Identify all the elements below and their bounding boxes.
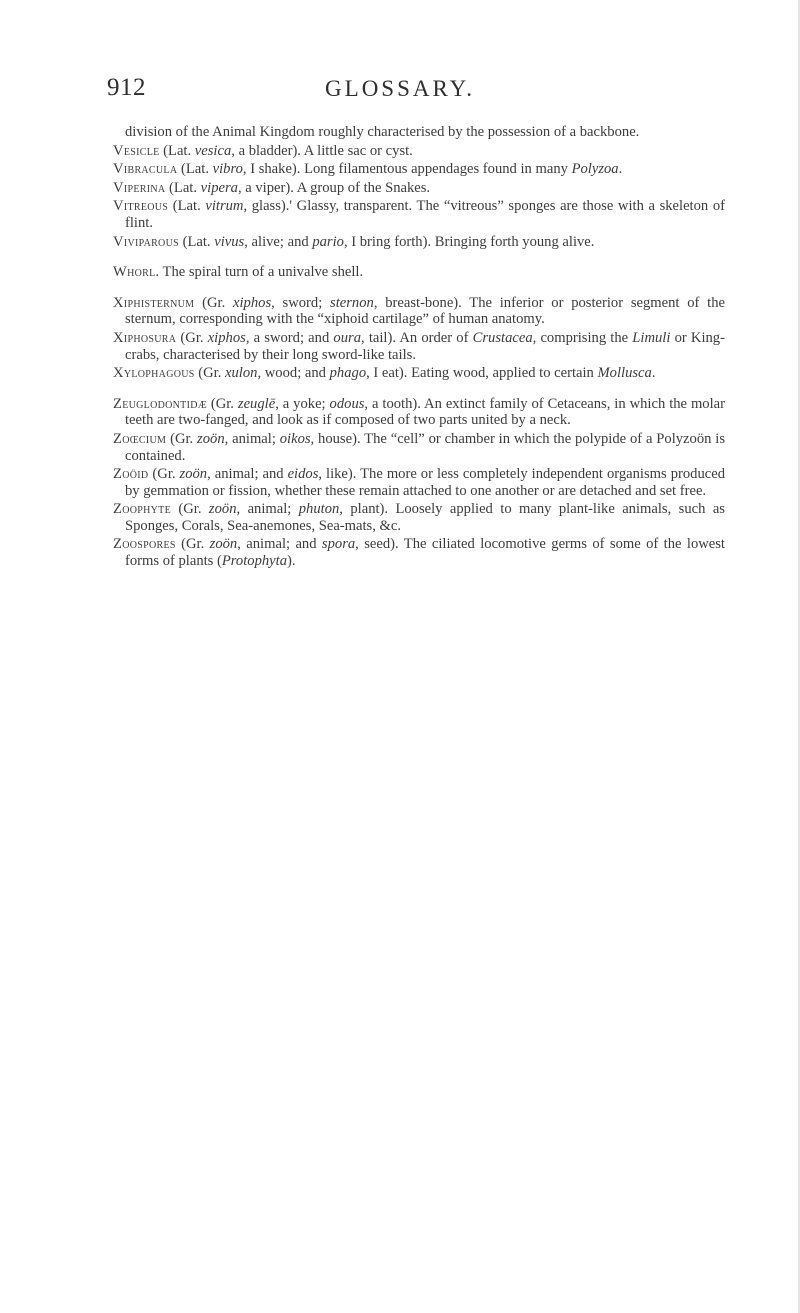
entry-group: [113, 396, 725, 570]
entry-text: , a viper). A group of the Snakes.: [237, 179, 431, 196]
entry-text: (Lat.: [177, 161, 213, 178]
entry-headword: Xiphisternum: [113, 294, 195, 311]
entry-text: division of the Animal Kingdom roughly characterised by the possession of a backbone.: [125, 124, 640, 140]
entry-text: (Lat.: [178, 233, 215, 250]
etymology-word: phago: [329, 365, 367, 382]
etymology-word: odous: [329, 395, 365, 412]
glossary-entry: [113, 198, 725, 231]
entry-continuation: [113, 124, 725, 141]
glossary-entry: [113, 365, 725, 382]
entry-text: , breast-bone). The inferior or posterior segment of the sternum, corresponding with the “xiphoid cartilage” of human anatomy.: [125, 294, 725, 328]
etymology-word: vesica: [194, 142, 232, 159]
etymology-word: Crustacea: [472, 329, 533, 346]
entry-text: (Gr.: [194, 294, 234, 311]
entry-headword: Zoœcium: [113, 430, 167, 447]
glossary-body: [113, 124, 725, 572]
entry-headword: Zoöid: [113, 466, 149, 483]
etymology-word: vibro: [212, 161, 243, 178]
etymology-word: vipera: [200, 179, 238, 196]
entry-text: (Gr.: [206, 395, 238, 412]
entry-headword: Viperina: [113, 179, 166, 196]
entry-text: , a bladder). A little sac or cyst.: [231, 142, 413, 159]
entry-text: , wood; and: [257, 365, 330, 382]
entry-text: , comprising the: [532, 329, 633, 346]
entry-headword: Zoophyte: [113, 501, 171, 518]
entry-text: (Lat.: [168, 198, 206, 215]
entry-text: or King-crabs, characterised by their long sword-like tails.: [125, 329, 725, 363]
glossary-entry: [113, 234, 725, 251]
etymology-word: xulon: [225, 365, 258, 382]
etymology-word: sternon: [330, 294, 374, 311]
etymology-word: pario: [312, 233, 344, 250]
entry-headword: Xiphosura: [113, 329, 177, 346]
entry-text: ).: [287, 553, 296, 570]
etymology-word: vitrum: [205, 198, 244, 215]
entry-text: , a sword; and: [245, 329, 334, 346]
entry-text: , house). The “cell” or chamber in which the polypide of a Polyzoön is contained.: [125, 430, 725, 464]
entry-text: , alive; and: [244, 233, 313, 250]
etymology-word: Limuli: [632, 329, 671, 346]
entry-group: [113, 124, 725, 250]
glossary-entry: [113, 396, 725, 429]
entry-text: , I shake). Long filamentous appendages found in many: [242, 161, 572, 178]
entry-headword: Vibracula: [113, 161, 178, 178]
entry-group: [113, 295, 725, 382]
etymology-word: Mollusca: [597, 365, 652, 382]
entry-text: , a tooth). An extinct family of Cetaceans, in which the molar teeth are two-fanged, and look as if composed of two parts united by a neck.: [125, 395, 725, 429]
entry-text: , I bring forth). Bringing forth young alive.: [343, 233, 595, 250]
entry-text: , animal;: [236, 501, 299, 518]
etymology-word: Protophyta: [221, 553, 287, 570]
entry-text: , animal; and: [237, 536, 322, 553]
etymology-word: eidos: [287, 466, 319, 483]
entry-text: , seed). The ciliated locomotive germs of some of the lowest forms of plants (: [125, 536, 725, 570]
glossary-entry: [113, 264, 725, 281]
entry-text: , animal;: [224, 430, 280, 447]
etymology-word: Polyzoa: [571, 161, 619, 178]
running-head: GLOSSARY.: [325, 76, 475, 101]
entry-text: (Gr.: [176, 329, 208, 346]
glossary-entry: [113, 330, 725, 363]
entry-headword: Vitreous: [113, 198, 169, 215]
etymology-word: zoön: [208, 501, 237, 518]
glossary-entry: [113, 431, 725, 464]
glossary-entry: [113, 161, 725, 178]
entry-headword: Vesicle: [113, 142, 160, 159]
entry-text: (Lat.: [159, 142, 195, 159]
glossary-entry: [113, 295, 725, 328]
entry-text: (Gr.: [148, 466, 180, 483]
etymology-word: zoön: [197, 430, 225, 447]
etymology-word: zeuglē: [237, 395, 276, 412]
entry-text: , tail). An order of: [361, 329, 473, 346]
entry-text: , a yoke;: [275, 395, 330, 412]
entry-text: , like). The more or less completely independent organisms produced by gemmation or fission, whether these remain attached to one another or are detached and set free.: [125, 466, 725, 499]
entry-headword: Whorl: [113, 264, 156, 281]
etymology-word: vivus: [214, 233, 245, 250]
entry-text: , glass).' Glassy, transparent. The “vitreous” sponges are those with a skeleton of flint.: [125, 198, 725, 231]
glossary-entry: [113, 143, 725, 160]
etymology-word: phuton: [298, 501, 340, 518]
entry-group: [113, 264, 725, 281]
entry-text: , sword;: [271, 294, 331, 311]
entry-text: (Gr.: [194, 365, 226, 382]
entry-text: (Lat.: [165, 179, 201, 196]
entry-headword: Zeuglodontidæ: [113, 395, 207, 412]
etymology-word: xiphos: [233, 294, 272, 311]
entry-headword: Viviparous: [113, 233, 179, 250]
entry-headword: Xylophagous: [113, 365, 195, 382]
entry-text: .: [651, 365, 656, 382]
glossary-entry: [113, 466, 725, 499]
entry-text: .: [618, 161, 623, 178]
entry-text: (Gr.: [166, 430, 198, 447]
glossary-entry: [113, 501, 725, 534]
entry-text: . The spiral turn of a univalve shell.: [155, 264, 364, 281]
entry-text: , plant). Loosely applied to many plant-like animals, such as Sponges, Corals, Sea-anemones, Sea-mats, &c.: [125, 501, 725, 534]
entry-headword: Zoospores: [113, 536, 176, 553]
page-number: 912: [107, 74, 146, 101]
etymology-word: zoön: [179, 466, 208, 483]
etymology-word: spora: [321, 536, 356, 553]
entry-text: (Gr.: [175, 536, 210, 553]
entry-text: (Gr.: [170, 501, 209, 518]
entry-text: , animal; and: [207, 466, 288, 483]
glossary-entry: [113, 180, 725, 197]
etymology-word: oikos: [279, 430, 311, 447]
entry-text: , I eat). Eating wood, applied to certain: [366, 365, 598, 382]
etymology-word: xiphos: [207, 329, 246, 346]
etymology-word: oura: [333, 329, 361, 346]
etymology-word: zoön: [209, 536, 238, 553]
glossary-entry: [113, 536, 725, 569]
